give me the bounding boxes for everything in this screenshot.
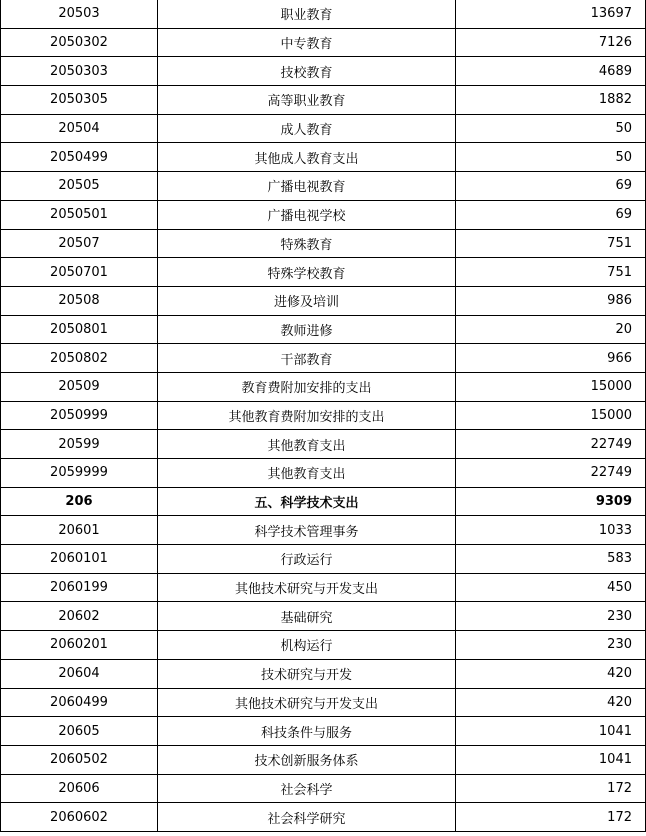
row-code-cell: 20505 [1, 172, 158, 201]
row-code-cell: 2050701 [1, 258, 158, 287]
table-row [1, 487, 646, 516]
row-amount-cell: 1041 [456, 717, 646, 746]
table-row [1, 401, 646, 430]
row-amount-cell: 583 [456, 545, 646, 574]
table-row [1, 803, 646, 832]
table-row [1, 602, 646, 631]
row-name-cell: 教师进修 [158, 315, 456, 344]
row-amount-cell: 420 [456, 659, 646, 688]
row-code-cell: 2060101 [1, 545, 158, 574]
table-row [1, 717, 646, 746]
table-row [1, 516, 646, 545]
row-name-cell: 基础研究 [158, 602, 456, 631]
row-name-cell: 广播电视教育 [158, 172, 456, 201]
budget-table-body [1, 0, 646, 831]
row-amount-cell: 4689 [456, 57, 646, 86]
row-amount-cell: 50 [456, 143, 646, 172]
row-code-cell: 2060499 [1, 688, 158, 717]
row-amount-cell: 966 [456, 344, 646, 373]
row-code-cell: 2050801 [1, 315, 158, 344]
table-row [1, 631, 646, 660]
row-amount-cell: 986 [456, 286, 646, 315]
row-name-cell: 特殊教育 [158, 229, 456, 258]
row-amount-cell: 420 [456, 688, 646, 717]
row-code-cell: 2060201 [1, 631, 158, 660]
row-name-cell: 五、科学技术支出 [158, 487, 456, 516]
row-code-cell: 2060199 [1, 573, 158, 602]
table-row [1, 86, 646, 115]
row-code-cell: 2060602 [1, 803, 158, 832]
row-name-cell: 行政运行 [158, 545, 456, 574]
row-amount-cell: 50 [456, 114, 646, 143]
row-amount-cell: 1033 [456, 516, 646, 545]
row-amount-cell: 7126 [456, 28, 646, 57]
row-name-cell: 其他技术研究与开发支出 [158, 573, 456, 602]
row-name-cell: 其他教育支出 [158, 459, 456, 488]
row-code-cell: 20599 [1, 430, 158, 459]
row-amount-cell: 1041 [456, 745, 646, 774]
row-name-cell: 技术创新服务体系 [158, 745, 456, 774]
table-row [1, 545, 646, 574]
row-amount-cell: 13697 [456, 0, 646, 28]
row-name-cell: 其他教育费附加安排的支出 [158, 401, 456, 430]
row-code-cell: 2059999 [1, 459, 158, 488]
table-row [1, 315, 646, 344]
row-code-cell: 20601 [1, 516, 158, 545]
table-row [1, 659, 646, 688]
row-amount-cell: 15000 [456, 401, 646, 430]
row-amount-cell: 22749 [456, 459, 646, 488]
row-code-cell: 2050501 [1, 200, 158, 229]
row-amount-cell: 20 [456, 315, 646, 344]
table-row [1, 28, 646, 57]
row-code-cell: 20602 [1, 602, 158, 631]
table-row [1, 573, 646, 602]
row-code-cell: 20504 [1, 114, 158, 143]
table-row [1, 229, 646, 258]
table-row [1, 774, 646, 803]
row-code-cell: 20605 [1, 717, 158, 746]
row-code-cell: 2050303 [1, 57, 158, 86]
row-name-cell: 技校教育 [158, 57, 456, 86]
table-row [1, 0, 646, 28]
row-code-cell: 2050305 [1, 86, 158, 115]
row-name-cell: 干部教育 [158, 344, 456, 373]
row-name-cell: 其他教育支出 [158, 430, 456, 459]
table-row [1, 114, 646, 143]
row-name-cell: 机构运行 [158, 631, 456, 660]
row-code-cell: 206 [1, 487, 158, 516]
row-amount-cell: 230 [456, 631, 646, 660]
row-name-cell: 中专教育 [158, 28, 456, 57]
table-row [1, 372, 646, 401]
row-amount-cell: 172 [456, 774, 646, 803]
row-amount-cell: 230 [456, 602, 646, 631]
row-name-cell: 其他技术研究与开发支出 [158, 688, 456, 717]
row-amount-cell: 69 [456, 172, 646, 201]
table-row [1, 344, 646, 373]
table-row [1, 459, 646, 488]
row-code-cell: 20604 [1, 659, 158, 688]
table-row [1, 143, 646, 172]
row-name-cell: 教育费附加安排的支出 [158, 372, 456, 401]
row-amount-cell: 22749 [456, 430, 646, 459]
row-amount-cell: 751 [456, 258, 646, 287]
row-code-cell: 2050999 [1, 401, 158, 430]
row-code-cell: 20503 [1, 0, 158, 28]
row-name-cell: 高等职业教育 [158, 86, 456, 115]
table-row [1, 286, 646, 315]
table-row [1, 745, 646, 774]
row-name-cell: 社会科学 [158, 774, 456, 803]
table-row [1, 430, 646, 459]
row-code-cell: 2060502 [1, 745, 158, 774]
row-name-cell: 科技条件与服务 [158, 717, 456, 746]
row-name-cell: 特殊学校教育 [158, 258, 456, 287]
row-name-cell: 其他成人教育支出 [158, 143, 456, 172]
table-row [1, 258, 646, 287]
table-row [1, 172, 646, 201]
row-code-cell: 2050802 [1, 344, 158, 373]
row-amount-cell: 69 [456, 200, 646, 229]
table-row [1, 200, 646, 229]
row-name-cell: 社会科学研究 [158, 803, 456, 832]
row-code-cell: 2050499 [1, 143, 158, 172]
row-code-cell: 20508 [1, 286, 158, 315]
row-amount-cell: 15000 [456, 372, 646, 401]
row-name-cell: 广播电视学校 [158, 200, 456, 229]
row-amount-cell: 172 [456, 803, 646, 832]
row-amount-cell: 9309 [456, 487, 646, 516]
row-name-cell: 科学技术管理事务 [158, 516, 456, 545]
row-name-cell: 成人教育 [158, 114, 456, 143]
table-row [1, 57, 646, 86]
row-code-cell: 20606 [1, 774, 158, 803]
row-amount-cell: 751 [456, 229, 646, 258]
row-amount-cell: 1882 [456, 86, 646, 115]
row-code-cell: 2050302 [1, 28, 158, 57]
row-code-cell: 20507 [1, 229, 158, 258]
row-code-cell: 20509 [1, 372, 158, 401]
row-name-cell: 进修及培训 [158, 286, 456, 315]
table-row [1, 688, 646, 717]
row-amount-cell: 450 [456, 573, 646, 602]
row-name-cell: 职业教育 [158, 0, 456, 28]
row-name-cell: 技术研究与开发 [158, 659, 456, 688]
